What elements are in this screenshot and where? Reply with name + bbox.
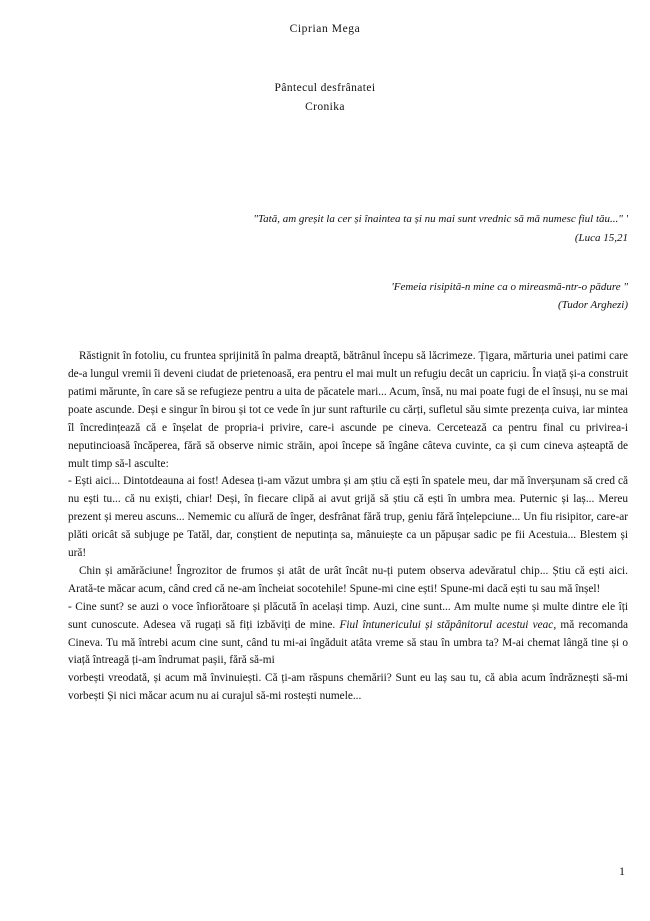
emphasis-run: Fiul întunericului și stăpânitorul acestui veac, <box>339 618 557 631</box>
text-run: - Ești aici... Dintotdeauna ai fost! Adesea ți-am văzut umbra și am știu că ești în spatele meu, dar mă înverșunam să cred că nu ești tu... că nu exiști, chiar! Deși, în fiecare clipă ai avut grijă să știu că ești în umbra mea. Puternic și laș... Mereu prezent și mereu ascuns... Nememic cu alïură de înger, desfrânat fără trup, geniu fără înțelepciune... Un fiu risipitor, care-ar plăti oricât să subjuge pe Tatăl, dar, conștient de neputința sa, mânuiește ca un păpușar sadic pe fii Acestuia... Blestem și ură! <box>68 475 628 560</box>
paragraph <box>68 473 628 562</box>
paragraph <box>68 348 628 473</box>
epigraph-first <box>0 211 628 248</box>
text-run: Răstignit în fotoliu, cu fruntea sprijinită în palma dreaptă, bătrânul începu să lăcrimeze. Țigara, mărturia unei patimi care de-a lungul vremii îi deveni ciudat de prietenoasă, era pentru el mai mult un refugiu decât un capriciu. În viață și-a construit patimi mărunte, în care să se refugieze pentru a uita de păcatele mari... Acum, însă, nu mai poate fugi de el însuși, nu se mai poate ascunde. Deși e singur în birou și tot ce vede în jur sunt rafturile cu cărți, sufletul său simte prezența cuiva, iar mintea îl încredințează că e înșelat de propria-i privire, care-i ascunde pe cineva. Cercetează ca pentru final cu privirea-i neputincioasă încăperea, fără să observe nimic străin, apoi începe să îngâne câteva cuvinte, ca și cum cineva așteaptă de mult timp să-l asculte: <box>68 350 628 470</box>
epigraph-second <box>0 279 628 316</box>
paragraph <box>68 599 628 671</box>
epigraph-second-attribution: (Tudor Arghezi) <box>558 299 628 312</box>
epigraph-second-text: 'Femeia risipită-n mine ca o mireasmă-ntr-o pădure " <box>391 280 628 293</box>
text-run: Chin și amărăciune! Îngrozitor de frumos și atât de urât încât nu-ți putem observa adevăratul chip... Știu că ești aici. Arată-te măcar acum, când cred că ne-am încheiat socotehile! Spune-mi cine ești! Spune-mi dacă ești tu sau mă înșel! <box>68 564 628 595</box>
page-title: Pântecul desfrânatei <box>274 82 376 94</box>
body-text <box>0 348 650 706</box>
page-subtitle: Cronika <box>305 101 345 113</box>
title-block <box>0 82 650 113</box>
text-run: - Cine sunt? se auzi o voce înfiorătoare și plăcută în același timp. Auzi, cine sunt... Am multe nume și multe dintre ele îți sunt cunoscute. Adesea vă rugați să fiți izbăviți de mine. <box>68 600 628 631</box>
text-run: vorbești vreodată, și acum mă învinuiești. Că ți-am răspuns chemării? Sunt eu laș sau tu, că abia acum îndrăznești să-mi vorbești Și nici măcar acum nu ai curajul să-mi rostești numele... <box>68 672 628 703</box>
epigraph-first-text: "Tată, am greșit la cer și înaintea ta și nu mai sunt vrednic să mă numesc fiul tău..." ' <box>253 213 628 225</box>
paragraph <box>68 563 628 599</box>
epigraph-first-attribution: (Luca 15,21 <box>574 231 628 244</box>
paragraph <box>68 670 628 706</box>
author-name: Ciprian Mega <box>289 23 361 35</box>
epigraph-block <box>0 211 650 315</box>
text-run: mă recomanda Cineva. Tu mă întrebi acum cine sunt, când tu mi-ai îngăduit atâta vreme să stau în umbra ta? M-ai chemat lângă tine și o viață întreagă ți-am îndrumat pașii, fără să-mi <box>68 618 628 667</box>
page-number: 1 <box>619 864 625 878</box>
